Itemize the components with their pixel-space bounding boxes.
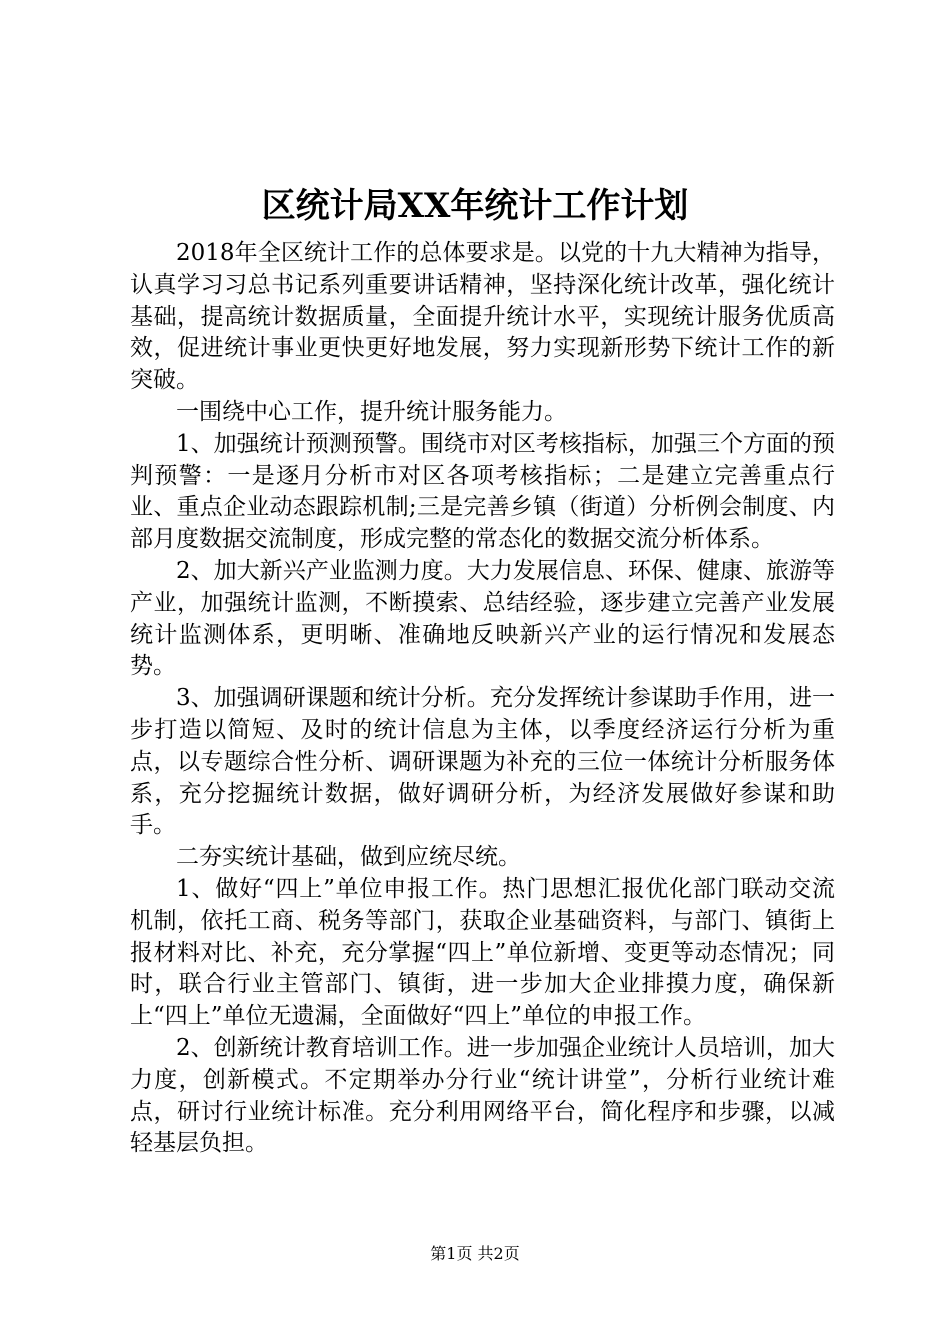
paragraph-1-2: 2、加大新兴产业监测力度。大力发展信息、环保、健康、旅游等产业，加强统计监测，不断摸索、总结经验，逐步建立完善产业发展统计监测体系，更明晰、准确地反映新兴产业的运行情况和发展态势。 xyxy=(130,557,835,680)
paragraph-1-1: 1、加强统计预测预警。围绕市对区考核指标，加强三个方面的预判预警：一是逐月分析市对区各项考核指标；二是建立完善重点行业、重点企业动态跟踪机制;三是完善乡镇（街道）分析例会制度、内部月度数据交流制度，形成完整的常态化的数据交流分析体系。 xyxy=(130,430,835,553)
paragraph-2-1: 1、做好“四上”单位申报工作。热门思想汇报优化部门联动交流机制，依托工商、税务等部门，获取企业基础资料，与部门、镇街上报材料对比、补充，充分掌握“四上”单位新增、变更等动态情况；同时，联合行业主管部门、镇街，进一步加大企业排摸力度，确保新上“四上”单位无遗漏，全面做好“四上”单位的申报工作。 xyxy=(130,875,835,1030)
paragraph-2-2: 2、创新统计教育培训工作。进一步加强企业统计人员培训，加大力度，创新模式。不定期举办分行业“统计讲堂”，分析行业统计难点，研讨行业统计标准。充分利用网络平台，简化程序和步骤，以减轻基层负担。 xyxy=(130,1034,835,1157)
document-body xyxy=(130,238,835,1160)
section-heading-2: 二夯实统计基础，做到应统尽统。 xyxy=(176,844,521,871)
page-number: 第1页 共2页 xyxy=(430,1244,520,1263)
section-heading-1: 一围绕中心工作，提升统计服务能力。 xyxy=(176,398,567,425)
paragraph-1-3: 3、加强调研课题和统计分析。充分发挥统计参谋助手作用，进一步打造以简短、及时的统计信息为主体，以季度经济运行分析为重点，以专题综合性分析、调研课题为补充的三位一体统计分析服务体系，充分挖掘统计数据，做好调研分析，为经济发展做好参谋和助手。 xyxy=(130,685,835,839)
paragraph-overview: 2018年全区统计工作的总体要求是。以党的十九大精神为指导，认真学习习总书记系列重要讲话精神，坚持深化统计改革，强化统计基础，提高统计数据质量，全面提升统计水平，实现统计服务优质高效，促进统计事业更快更好地发展，努力实现新形势下统计工作的新突破。 xyxy=(130,240,835,394)
document-title: 区统计局XX年统计工作计划 xyxy=(261,186,689,226)
